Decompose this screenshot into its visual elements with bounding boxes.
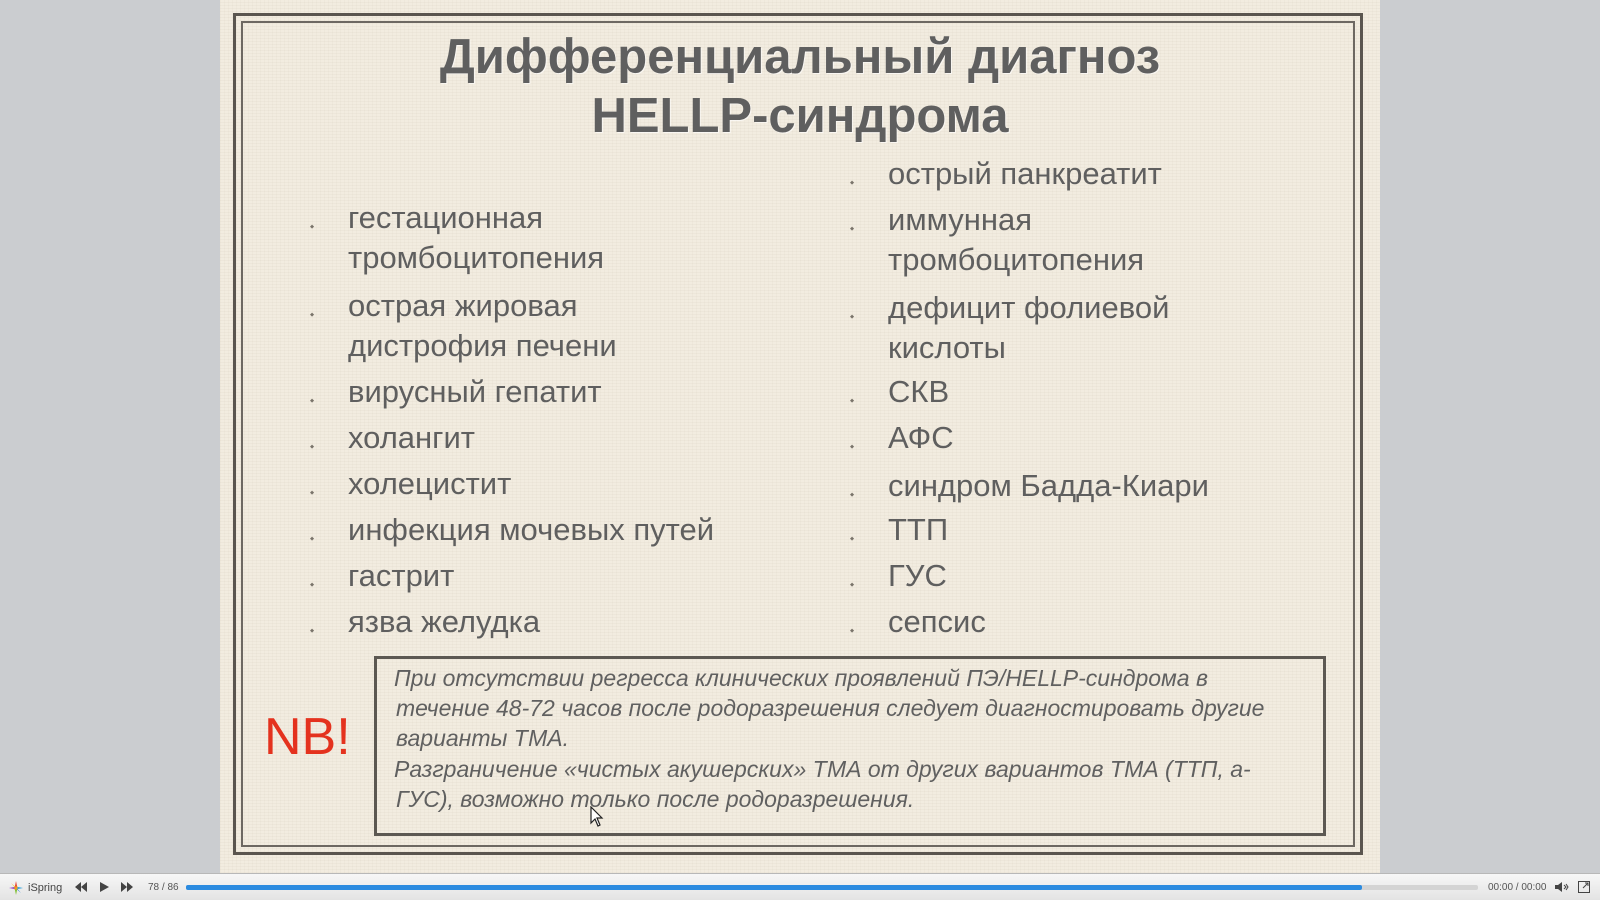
progress-track[interactable]: [186, 885, 1478, 890]
note-line: Разграничение «чистых акушерских» ТМА от других вариантов ТМА (ТТП, а-: [394, 756, 1251, 782]
nb-label: NB!: [264, 708, 351, 766]
bullet-icon: ⬩: [309, 393, 315, 407]
volume-icon: [1555, 882, 1569, 892]
time-display: 00:00 / 00:00: [1488, 882, 1547, 893]
left-bullet-item-text: дистрофия печени: [348, 328, 617, 363]
play-icon: [100, 882, 109, 892]
right-bullet-item-text: СКВ: [888, 374, 950, 409]
bullet-icon: ⬩: [309, 531, 315, 545]
bullet-icon: ⬩: [309, 577, 315, 591]
bullet-icon: ⬩: [309, 307, 315, 321]
bullet-icon: ⬩: [849, 531, 855, 545]
bullet-icon: ⬩: [849, 175, 855, 189]
right-bullet-item-text: тромбоцитопения: [888, 242, 1145, 277]
bullet-icon: ⬩: [309, 439, 315, 453]
play-button[interactable]: [95, 879, 113, 895]
note-line: течение 48-72 часов после родоразрешения следует диагностировать другие: [396, 695, 1265, 721]
ispring-logo-icon: [8, 880, 24, 896]
rewind-icon: [75, 882, 87, 892]
player-bar: [0, 873, 1600, 900]
left-bullet-item-text: тромбоцитопения: [348, 240, 605, 275]
right-bullet-item-text: синдром Бадда-Киари: [888, 468, 1209, 503]
slide-counter: 78 / 86: [148, 882, 179, 893]
right-bullet-item-text: ГУС: [888, 558, 947, 593]
left-bullet-item-text: гастрит: [348, 558, 455, 593]
slide: [220, 0, 1380, 873]
forward-button[interactable]: [118, 879, 136, 895]
right-bullet-item-text: острый панкреатит: [888, 156, 1162, 191]
bullet-icon: ⬩: [309, 623, 315, 637]
left-bullet-item-text: острая жировая: [348, 288, 578, 323]
forward-icon: [121, 882, 133, 892]
note-line: ГУС), возможно только после родоразрешения.: [396, 786, 915, 812]
left-bullet-item-text: холецистит: [348, 466, 512, 501]
ispring-logo: [8, 879, 62, 897]
bullet-icon: ⬩: [849, 487, 855, 501]
note-line: варианты ТМА.: [396, 725, 569, 751]
bullet-icon: ⬩: [849, 221, 855, 235]
bullet-icon: ⬩: [849, 309, 855, 323]
fullscreen-button[interactable]: [1575, 879, 1593, 895]
progress-fill: [186, 885, 1362, 890]
fullscreen-icon: [1578, 881, 1590, 893]
slide-title-line2: HELLP-синдрома: [591, 89, 1009, 143]
right-bullet-item-text: сепсис: [888, 604, 986, 639]
bullet-icon: ⬩: [849, 439, 855, 453]
bullet-icon: ⬩: [849, 393, 855, 407]
right-bullet-item-text: ТТП: [888, 512, 949, 547]
right-bullet-item-text: кислоты: [888, 330, 1006, 365]
note-line: При отсутствии регресса клинических проявлений ПЭ/HELLP-синдрома в: [394, 665, 1208, 691]
ispring-brand-text: iSpring: [28, 882, 63, 894]
left-bullet-item-text: холангит: [348, 420, 475, 455]
bullet-icon: ⬩: [309, 485, 315, 499]
bullet-icon: ⬩: [849, 577, 855, 591]
left-bullet-item-text: вирусный гепатит: [348, 374, 602, 409]
bullet-icon: ⬩: [309, 219, 315, 233]
rewind-button[interactable]: [72, 879, 90, 895]
slide-title-line1: Дифференциальный диагноз: [439, 30, 1161, 84]
left-bullet-item-text: гестационная: [348, 200, 544, 235]
left-bullet-item-text: инфекция мочевых путей: [348, 512, 715, 547]
left-bullet-item-text: язва желудка: [348, 604, 541, 639]
right-bullet-item-text: АФС: [888, 420, 954, 455]
right-bullet-item-text: иммунная: [888, 202, 1033, 237]
bullet-icon: ⬩: [849, 623, 855, 637]
mouse-cursor-icon: [590, 806, 604, 833]
volume-button[interactable]: [1553, 879, 1571, 895]
right-bullet-item-text: дефицит фолиевой: [888, 290, 1170, 325]
